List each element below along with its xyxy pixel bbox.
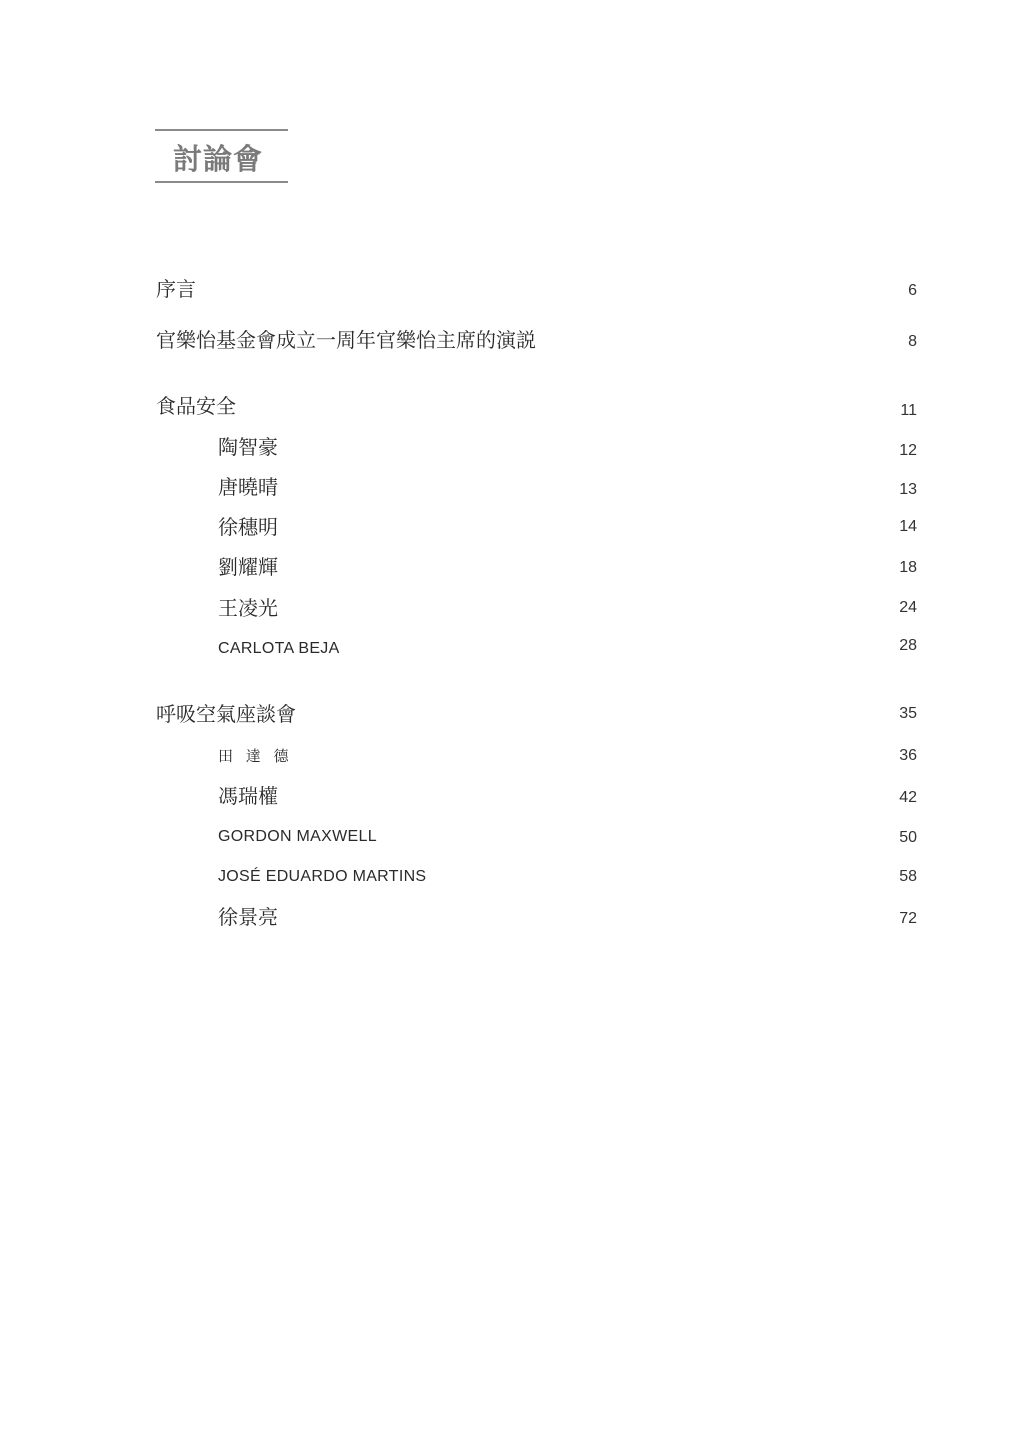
toc-entry-label: 馮瑞權	[218, 784, 278, 808]
toc-subentry[interactable]	[0, 512, 1024, 542]
toc-subentry[interactable]	[0, 634, 1024, 664]
toc-entry-page: 11	[900, 402, 917, 419]
toc-subentry[interactable]	[0, 781, 1024, 811]
toc-entry-speech[interactable]	[0, 325, 1024, 355]
toc-entry-label: 徐景亮	[218, 905, 278, 929]
toc-entry-page: 35	[899, 705, 917, 722]
toc-entry-page: 8	[908, 333, 917, 350]
toc-entry-page: 58	[899, 868, 917, 885]
toc-subentry[interactable]	[0, 902, 1024, 932]
toc-entry-page: 42	[899, 789, 917, 806]
toc-entry-label: 呼吸空氣座談會	[156, 702, 296, 726]
toc-entry-label: 唐曉晴	[218, 475, 278, 499]
toc-section-breathing-air[interactable]	[0, 699, 1024, 729]
toc-entry-label: 劉耀輝	[218, 555, 278, 579]
toc-entry-page: 6	[908, 282, 917, 299]
toc-entry-page: 28	[899, 637, 917, 654]
toc-entry-label: 序言	[156, 277, 196, 301]
toc-entry-page: 13	[899, 481, 917, 498]
toc-subentry[interactable]	[0, 862, 1024, 892]
toc-entry-page: 50	[899, 829, 917, 846]
toc-entry-page: 14	[899, 518, 917, 535]
toc-entry-label: 官樂怡基金會成立一周年官樂怡主席的演説	[156, 328, 536, 352]
toc-entry-label: CARLOTA BEJA	[218, 640, 340, 657]
toc-entry-page: 72	[899, 910, 917, 927]
toc-entry-page: 12	[899, 442, 917, 459]
toc-entry-page: 24	[899, 599, 917, 616]
toc-entry-label: 陶智豪	[218, 435, 278, 459]
toc-entry-page: 18	[899, 559, 917, 576]
toc-subentry[interactable]	[0, 552, 1024, 582]
toc-entry-label: GORDON MAXWELL	[218, 828, 377, 845]
section-title-box	[155, 129, 288, 183]
toc-entry-label: 田 達 德	[218, 747, 293, 765]
toc-subentry[interactable]	[0, 741, 1024, 771]
toc-entry-page: 36	[899, 747, 917, 764]
section-title: 討論會	[173, 142, 264, 176]
toc-entry-label: 王凌光	[218, 596, 278, 620]
toc-subentry[interactable]	[0, 472, 1024, 502]
toc-section-food-safety[interactable]	[0, 391, 1024, 421]
toc-entry-label: 食品安全	[156, 394, 236, 418]
toc-subentry[interactable]	[0, 432, 1024, 462]
toc-entry-preface[interactable]	[0, 274, 1024, 304]
toc-subentry[interactable]	[0, 593, 1024, 623]
toc-entry-label: 徐穗明	[218, 515, 278, 539]
toc-subentry[interactable]	[0, 822, 1024, 852]
toc-entry-label: JOSÉ EDUARDO MARTINS	[218, 868, 427, 885]
